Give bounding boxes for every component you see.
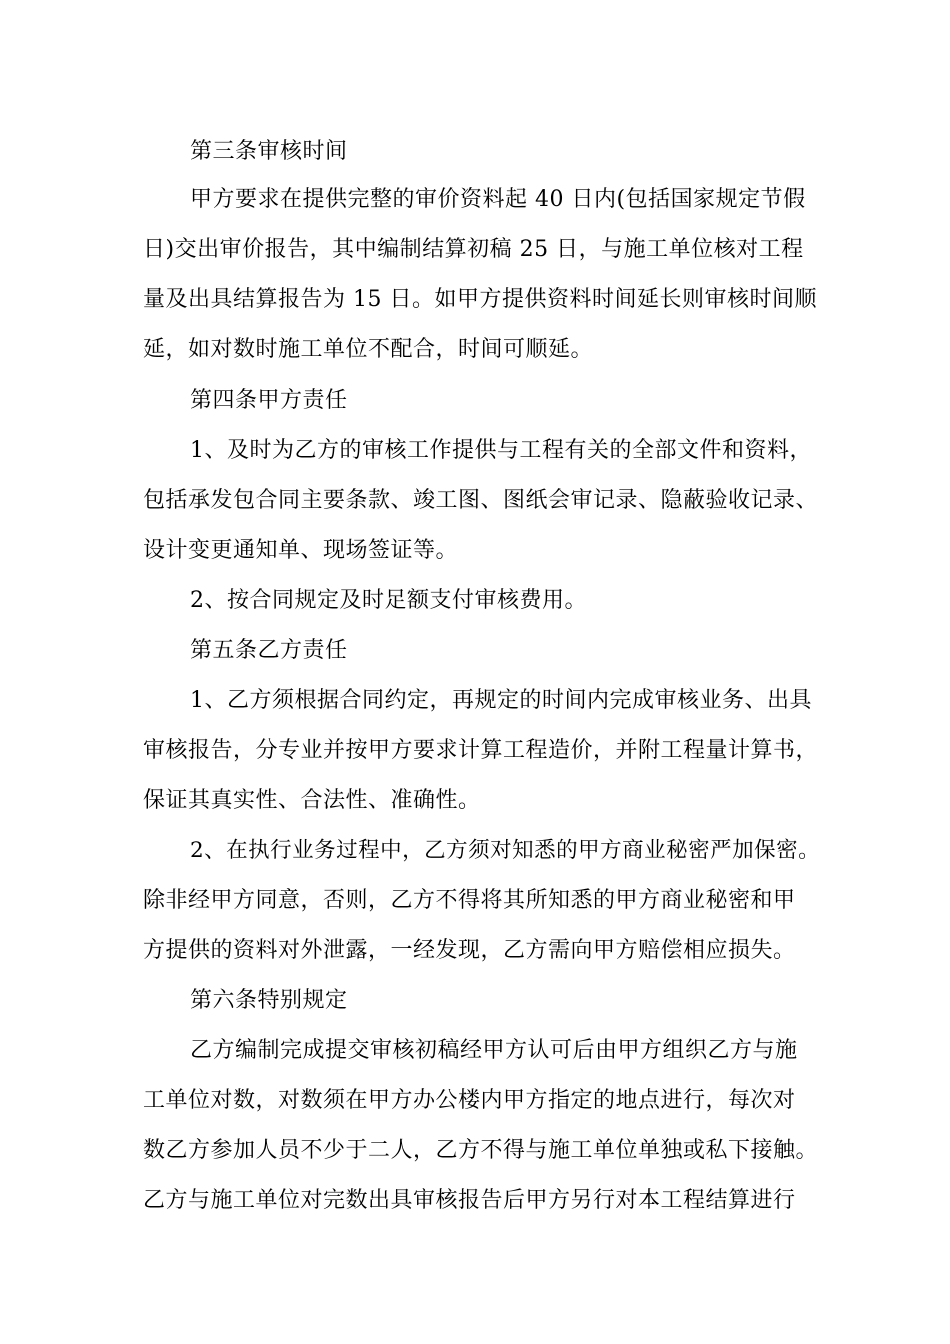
paragraph-line: 乙方编制完成提交审核初稿经甲方认可后由甲方组织乙方与施 [190,1038,798,1063]
heading-article-5: 第五条乙方责任 [190,638,348,663]
paragraph-line: 方提供的资料对外泄露，一经发现，乙方需向甲方赔偿相应损失。 [143,938,796,963]
heading-article-3: 第三条审核时间 [190,139,348,164]
paragraph-line: 甲方要求在提供完整的审价资料起 40 日内(包括国家规定节假 [190,187,806,212]
paragraph-line: 保证其真实性、合法性、准确性。 [143,788,481,813]
paragraph-line: 2、按合同规定及时足额支付审核费用。 [190,588,587,613]
paragraph-line: 量及出具结算报告为 15 日。如甲方提供资料时间延长则审核时间顺 [143,287,817,312]
paragraph-line: 包括承发包合同主要条款、竣工图、图纸会审记录、隐蔽验收记录、 [143,488,819,513]
paragraph-line: 乙方与施工单位对完数出具审核报告后甲方另行对本工程结算进行 [143,1188,796,1213]
paragraph-line: 2、在执行业务过程中，乙方须对知悉的甲方商业秘密严加保密。 [190,838,821,863]
paragraph-line: 日)交出审价报告，其中编制结算初稿 25 日，与施工单位核对工程 [143,237,804,262]
paragraph-line: 1、及时为乙方的审核工作提供与工程有关的全部文件和资料， [190,438,812,463]
paragraph-line: 数乙方参加人员不少于二人，乙方不得与施工单位单独或私下接触。 [143,1138,819,1163]
paragraph-line: 1、乙方须根据合同约定，再规定的时间内完成审核业务、出具 [190,688,812,713]
paragraph-line: 延，如对数时施工单位不配合，时间可顺延。 [143,337,594,362]
heading-article-6: 第六条特别规定 [190,988,348,1013]
paragraph-line: 除非经甲方同意，否则，乙方不得将其所知悉的甲方商业秘密和甲 [143,888,796,913]
heading-article-4: 第四条甲方责任 [190,388,348,413]
paragraph-line: 设计变更通知单、现场签证等。 [143,538,459,563]
paragraph-line: 工单位对数，对数须在甲方办公楼内甲方指定的地点进行，每次对 [143,1088,796,1113]
paragraph-line: 审核报告，分专业并按甲方要求计算工程造价，并附工程量计算书， [143,738,819,763]
